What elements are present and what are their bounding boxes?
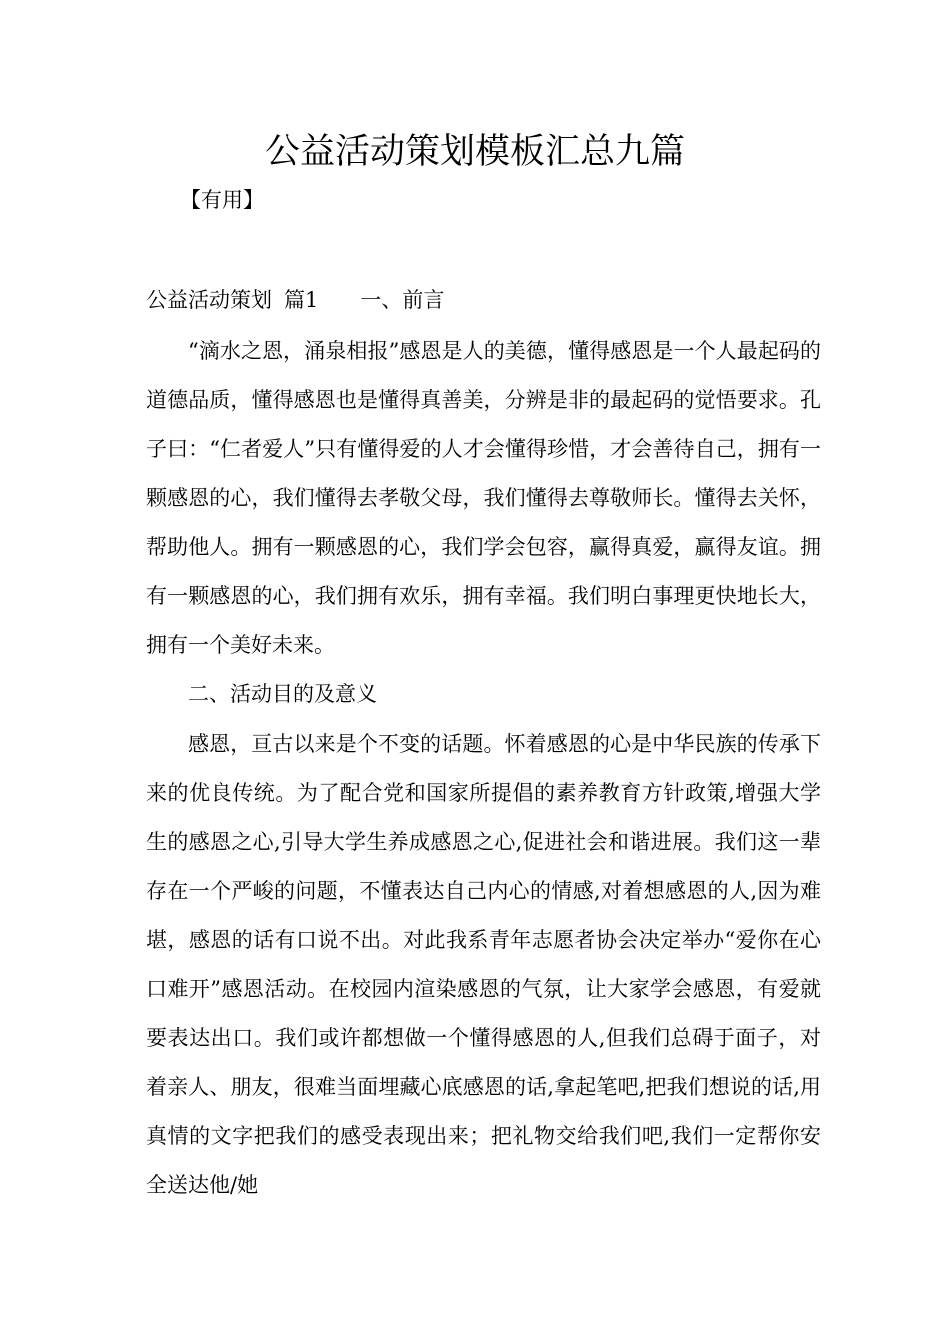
section-heading: 一、前言 [360, 288, 445, 312]
document-title: 公益活动策划模板汇总九篇 [264, 132, 685, 172]
section-number: 篇1 [284, 288, 319, 312]
document-subtitle: 【有用】 [180, 188, 264, 212]
section-label: 公益活动策划 [146, 288, 272, 312]
heading-purpose: 二、活动目的及意义 [188, 682, 377, 706]
paragraph-purpose: 感恩，亘古以来是个不变的话题。怀着感恩的心是中华民族的传承下来的优良传统。为了配合党和国家所提倡的素养教育方针政策,增强大学生的感恩之心,引导大学生养成感恩之心,促进社会和谐进展。我们这一辈存在一个严峻的问题，不懂表达自己内心的情感,对着想感恩的人,因为难堪，感恩的话有口说不出。对此我系青年志愿者协会决定举办“爱你在心口难开”感恩活动。在校园内渲染感恩的气氛，让大家学会感恩，有爱就要表达出口。我们或许都想做一个懂得感恩的人,但我们总碍于面子，对着亲人、朋友，很难当面埋藏心底感恩的话,拿起笔吧,把我们想说的话,用真情的文字把我们的感受表现出来；把礼物交给我们吧,我们一定帮你安全送达他/她 [146, 732, 821, 1197]
section-header [146, 284, 444, 316]
paragraph-preface: “滴水之恩，涌泉相报”感恩是人的美德，懂得感恩是一个人最起码的道德品质，懂得感恩也是懂得真善美，分辨是非的最起码的觉悟要求。孔子曰：“仁者爱人”只有懂得爱的人才会懂得珍惜，才会善待自己，拥有一颗感恩的心，我们懂得去孝敬父母，我们懂得去尊敬师长。懂得去关怀，帮助他人。拥有一颗感恩的心，我们学会包容，赢得真爱，赢得友谊。拥有一颗感恩的心，我们拥有欢乐，拥有幸福。我们明白事理更快地长大，拥有一个美好未来。 [146, 339, 821, 657]
